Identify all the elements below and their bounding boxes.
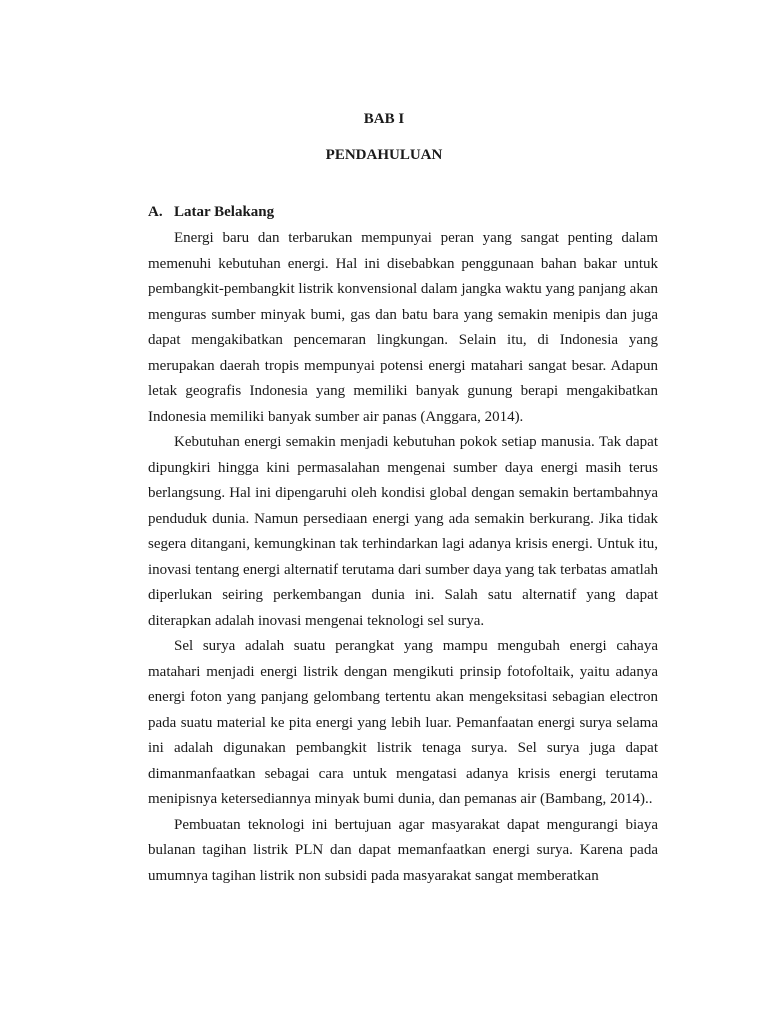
paragraph: Kebutuhan energi semakin menjadi kebutuhan pokok setiap manusia. Tak dapat dipungkiri hingga kini permasalahan mengenai sumber daya energi masih terus berlangsung. Hal ini dipengaruhi oleh kondisi global dengan semakin bertambahnya penduduk dunia. Namun persediaan energi yang ada semakin berkurang. Jika tidak segera ditangani, kemungkinan tak terhindarkan lagi adanya krisis energi. Untuk itu, inovasi tentang energi alternatif terutama dari sumber daya yang tak terbatas amatlah diperlukan seiring perkembangan dunia ini. Salah satu alternatif yang dapat diterapkan adalah inovasi mengenai teknologi sel surya. (148, 434, 658, 629)
chapter-number: BAB I (363, 111, 405, 127)
section-heading (148, 203, 274, 221)
body-text (148, 226, 658, 889)
paragraph: Pembuatan teknologi ini bertujuan agar masyarakat dapat mengurangi biaya bulanan tagihan listrik PLN dan dapat memanfaatkan energi surya. Karena pada umumnya tagihan listrik non subsidi pada masyarakat sangat memberatkan (148, 816, 658, 884)
chapter-title: PENDAHULUAN (325, 147, 443, 163)
paragraph: Energi baru dan terbarukan mempunyai peran yang sangat penting dalam memenuhi kebutuhan energi. Hal ini disebabkan penggunaan bahan bakar untuk pembangkit-pembangkit listrik konvensional dalam jangka waktu yang panjang akan menguras sumber minyak bumi, gas dan batu bara yang semakin menipis dan juga dapat mengakibatkan pencemaran lingkungan. Selain itu, di Indonesia yang merupakan daerah tropis mempunyai potensi energi matahari sangat besar. Adapun letak geografis Indonesia yang memiliki banyak gunung berapi mengakibatkan Indonesia memiliki banyak sumber air panas (Anggara, 2014). (148, 230, 658, 425)
paragraph: Sel surya adalah suatu perangkat yang mampu mengubah energi cahaya matahari menjadi energi listrik dengan mengikuti prinsip fotofoltaik, yaitu adanya energi foton yang panjang gelombang tertentu akan mengeksitasi sebagian electron pada suatu material ke pita energi yang lebih luar. Pemanfaatan energi surya selama ini adalah digunakan pembangkit listrik tenaga surya. Sel surya juga dapat dimanmanfaatkan sebagai cara untuk mengatasi adanya krisis energi terutama menipisnya ketersediannya minyak bumi dunia, dan pemanas air (Bambang, 2014).. (148, 638, 658, 807)
section-letter: A. (148, 204, 163, 220)
section-title: Latar Belakang (174, 204, 275, 220)
